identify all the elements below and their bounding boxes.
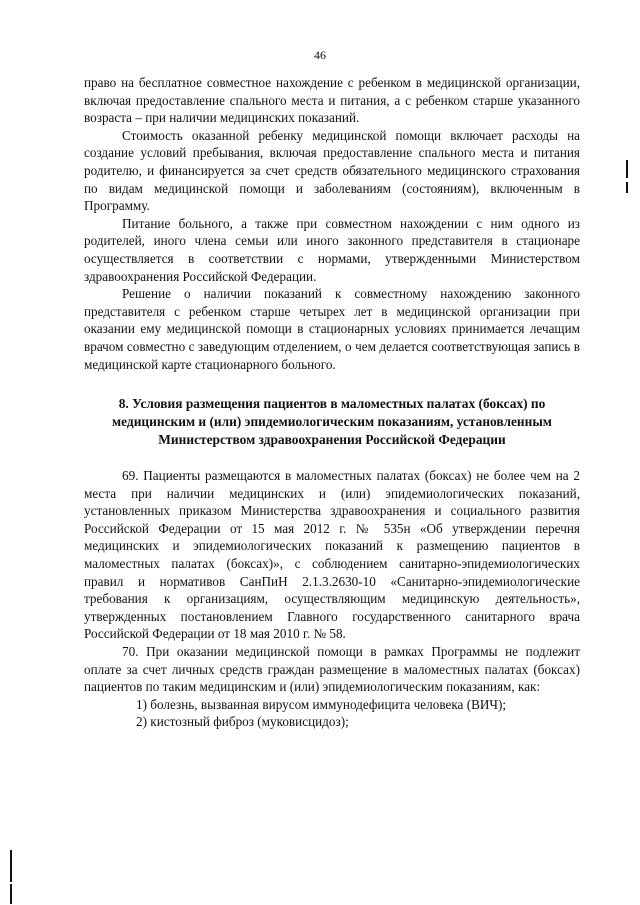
paragraph-cost: Стоимость оказанной ребенку медицинской помощи включает расходы на создание условий пребывания, включая предоставление спального места и питания родителю, и финансируется за счет средств обязательного медицинского страхования по видам медицинской помощи и заболеваниям (состояниям), включенным в Программу. bbox=[84, 127, 580, 214]
scan-edge-mark bbox=[626, 160, 628, 178]
scan-edge-mark bbox=[10, 850, 12, 882]
section-heading: 8. Условия размещения пациентов в маломестных палатах (боксах) по медицинским и (или) эпидемиологическим показаниям, установленным Министерством здравоохранения Российской Федерации bbox=[112, 396, 552, 448]
page-number: 46 bbox=[314, 48, 326, 62]
paragraph-69: 69. Пациенты размещаются в маломестных палатах (боксах) не более чем на 2 места при наличии медицинских и (или) эпидемиологических показаний, установленных приказом Министерства здравоохранения и социального развития Российской Федерации от 15 мая 2012 г. № 535н «Об утверждении перечня медицинских и эпидемиологических показаний к размещению пациентов в маломестных палатах (боксах)», с соблюдением санитарно-эпидемиологических правил и нормативов СанПиН 2.1.3.2630-10 «Санитарно-эпидемиологические требования к организациям, осуществляющим медицинскую деятельность», утвержденных постановлением Главного государственного санитарного врача Российской Федерации от 18 мая 2010 г. № 58. bbox=[84, 468, 580, 642]
paragraph-decision: Решение о наличии показаний к совместному нахождению законного представителя с ребенком старше четырех лет в медицинской организации при оказании ему медицинской помощи в стационарных условиях принимается лечащим врачом совместно с заведующим отделением, о чем делается соответствующая запись в медицинской карте стационарного больного. bbox=[84, 286, 580, 372]
scan-edge-mark bbox=[626, 182, 628, 193]
scan-edge-mark bbox=[10, 884, 12, 904]
document-body bbox=[84, 74, 580, 731]
paragraph-70: 70. При оказании медицинской помощи в рамках Программы не подлежит оплате за счет личных средств граждан размещение в маломестных палатах (боксах) пациентов по таким медицинским и (или) эпидемиологическим показаниям, как: bbox=[84, 644, 580, 695]
paragraph-nutrition: Питание больного, а также при совместном нахождении с ним одного из родителей, иного члена семьи или иного законного представителя в стационаре осуществляется в соответствии с нормами, утвержденными Министерством здравоохранения Российской Федерации. bbox=[84, 215, 580, 284]
list-item-hiv: 1) болезнь, вызванная вирусом иммунодефицита человека (ВИЧ); bbox=[136, 696, 507, 712]
paragraph-continuation: право на бесплатное совместное нахождение с ребенком в медицинской организации, включая предоставление спального места и питания, а с ребенком старше указанного возраста – при наличии медицинских показаний. bbox=[84, 75, 580, 126]
list-item-cystic-fibrosis: 2) кистозный фиброз (муковисцидоз); bbox=[136, 714, 349, 730]
